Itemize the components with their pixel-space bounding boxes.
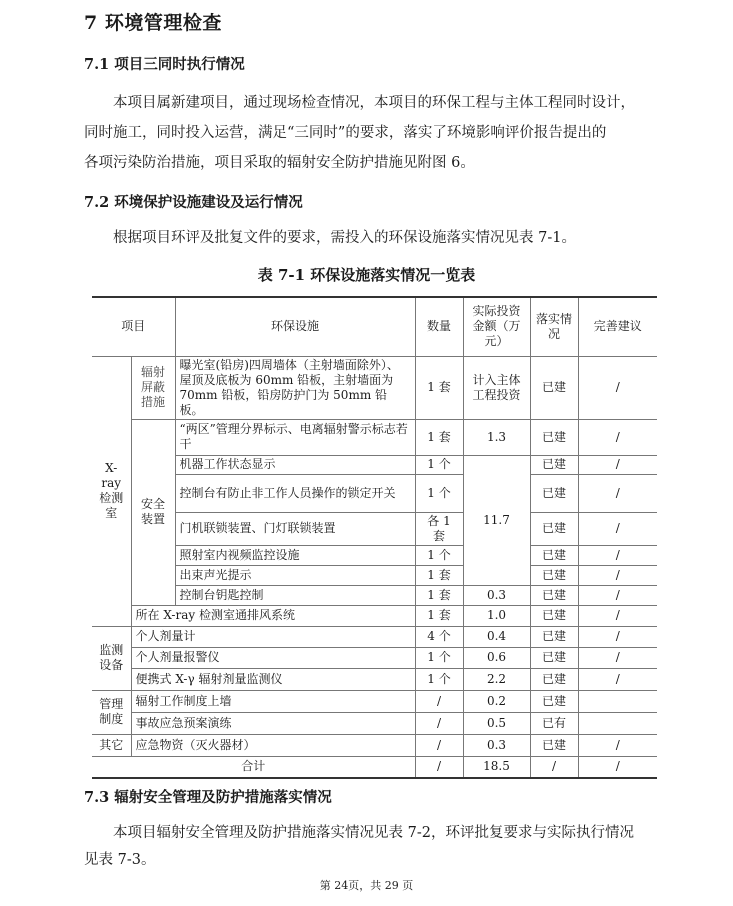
cell-advice: / xyxy=(578,512,657,545)
cell-advice: / xyxy=(578,585,657,605)
cell-qty: 1 个 xyxy=(415,647,463,668)
cell-invest: 11.7 xyxy=(463,455,530,585)
table-row xyxy=(92,626,657,647)
cell-status: 已建 xyxy=(530,605,578,626)
table-row xyxy=(92,419,657,455)
table-header-row xyxy=(92,297,657,356)
cell-qty: 各 1 套 xyxy=(415,512,463,545)
header-qty: 数量 xyxy=(415,297,463,356)
cell-status: 已建 xyxy=(530,545,578,565)
environmental-facilities-table xyxy=(92,296,657,779)
table-row xyxy=(92,605,657,626)
cell-advice: / xyxy=(578,668,657,690)
total-status: / xyxy=(530,756,578,778)
cell-invest: 0.6 xyxy=(463,647,530,668)
cell-facility: 控制台钥匙控制 xyxy=(175,585,415,605)
cell-status: 已建 xyxy=(530,455,578,474)
header-invest: 实际投资金额（万元） xyxy=(463,297,530,356)
cell-qty: 4 个 xyxy=(415,626,463,647)
section-7-1-paragraph xyxy=(84,88,664,178)
section-7-3-title: 7.3 辐射安全管理及防护措施落实情况 xyxy=(84,789,332,806)
total-invest: 18.5 xyxy=(463,756,530,778)
table-row xyxy=(92,455,657,474)
cell-invest: 0.3 xyxy=(463,585,530,605)
cell-qty: 1 套 xyxy=(415,419,463,455)
cell-qty: 1 个 xyxy=(415,668,463,690)
table-row xyxy=(92,585,657,605)
paragraph-line: 本项目属新建项目，通过现场检查情况，本项目的环保工程与主体工程同时设计， xyxy=(113,95,635,111)
header-facility: 环保设施 xyxy=(175,297,415,356)
cell-facility: 便携式 X-γ 辐射剂量监测仪 xyxy=(131,668,415,690)
cell-status: 已建 xyxy=(530,356,578,419)
cell-invest: 0.5 xyxy=(463,712,530,734)
cell-qty: 1 套 xyxy=(415,356,463,419)
header-item: 项目 xyxy=(92,297,175,356)
total-advice: / xyxy=(578,756,657,778)
table-row xyxy=(92,545,657,565)
cell-qty: 1 个 xyxy=(415,474,463,512)
table-row xyxy=(92,668,657,690)
cell-qty: / xyxy=(415,712,463,734)
section-7-2-title: 7.2 环境保护设施建设及运行情况 xyxy=(84,194,303,211)
cell-invest: 0.4 xyxy=(463,626,530,647)
group-shield: 辐射屏蔽措施 xyxy=(131,356,175,419)
cell-status: 已建 xyxy=(530,585,578,605)
cell-status: 已建 xyxy=(530,419,578,455)
cell-qty: / xyxy=(415,690,463,712)
cell-invest: 1.0 xyxy=(463,605,530,626)
cell-qty: 1 套 xyxy=(415,565,463,585)
cell-status: 已建 xyxy=(530,647,578,668)
cell-qty: / xyxy=(415,734,463,756)
cell-advice: / xyxy=(578,626,657,647)
cell-status: 已建 xyxy=(530,668,578,690)
cell-advice: / xyxy=(578,419,657,455)
cell-advice: / xyxy=(578,605,657,626)
group-xray: X-ray 检测室 xyxy=(92,356,131,626)
cell-advice: / xyxy=(578,545,657,565)
cell-facility: 曝光室(铅房)四周墙体（主射墙面除外）、屋顶及底板为 60mm 铅板，主射墙面为 70mm 铅板，铅房防护门为 50mm 铅板。 xyxy=(175,356,415,419)
cell-invest: 0.3 xyxy=(463,734,530,756)
total-qty: / xyxy=(415,756,463,778)
group-mgmt: 管理制度 xyxy=(92,690,131,734)
cell-invest: 0.2 xyxy=(463,690,530,712)
cell-advice xyxy=(578,690,657,712)
cell-advice: / xyxy=(578,474,657,512)
table-row xyxy=(92,565,657,585)
cell-advice: / xyxy=(578,356,657,419)
table-row xyxy=(92,712,657,734)
paragraph-line: 各项污染防治措施，项目采取的辐射安全防护措施见附图 6。 xyxy=(84,155,475,171)
cell-facility: 控制台有防止非工作人员操作的锁定开关 xyxy=(175,474,415,512)
table-row xyxy=(92,356,657,419)
total-label: 合计 xyxy=(92,756,415,778)
cell-advice: / xyxy=(578,647,657,668)
table-row xyxy=(92,647,657,668)
cell-advice xyxy=(578,712,657,734)
cell-advice: / xyxy=(578,565,657,585)
cell-advice: / xyxy=(578,734,657,756)
cell-facility: 个人剂量计 xyxy=(131,626,415,647)
table-caption: 表 7-1 环保设施落实情况一览表 xyxy=(257,266,476,284)
group-safety: 安全装置 xyxy=(131,419,175,605)
cell-facility: 应急物资（灭火器材） xyxy=(131,734,415,756)
paragraph-line: 本项目辐射安全管理及防护措施落实情况见表 7-2，环评批复要求与实际执行情况 xyxy=(113,825,634,841)
paragraph-line: 同时施工，同时投入运营，满足“三同时”的要求，落实了环境影响评价报告提出的 xyxy=(84,125,607,141)
page-footer: 第 24页，共 29 页 xyxy=(319,879,414,892)
cell-qty: 1 套 xyxy=(415,605,463,626)
header-advice: 完善建议 xyxy=(578,297,657,356)
cell-facility: 个人剂量报警仪 xyxy=(131,647,415,668)
table-row xyxy=(92,474,657,512)
cell-facility: “两区”管理分界标示、电离辐射警示标志若干 xyxy=(175,419,415,455)
cell-qty: 1 个 xyxy=(415,455,463,474)
cell-status: 已有 xyxy=(530,712,578,734)
cell-facility: 事故应急预案演练 xyxy=(131,712,415,734)
cell-qty: 1 套 xyxy=(415,585,463,605)
cell-invest: 1.3 xyxy=(463,419,530,455)
section-7-2-paragraph: 根据项目环评及批复文件的要求，需投入的环保设施落实情况见表 7-1。 xyxy=(113,230,576,246)
cell-status: 已建 xyxy=(530,626,578,647)
cell-invest: 计入主体工程投资 xyxy=(463,356,530,419)
header-status: 落实情况 xyxy=(530,297,578,356)
cell-status: 已建 xyxy=(530,734,578,756)
table-row xyxy=(92,734,657,756)
cell-status: 已建 xyxy=(530,512,578,545)
cell-facility: 所在 X-ray 检测室通排风系统 xyxy=(131,605,415,626)
group-monitor: 监测设备 xyxy=(92,626,131,690)
cell-invest: 2.2 xyxy=(463,668,530,690)
cell-facility: 照射室内视频监控设施 xyxy=(175,545,415,565)
cell-facility: 辐射工作制度上墙 xyxy=(131,690,415,712)
table-row xyxy=(92,512,657,545)
cell-facility: 门机联锁装置、门灯联锁装置 xyxy=(175,512,415,545)
section-7-3-paragraph xyxy=(84,818,664,875)
chapter-heading: 7 环境管理检查 xyxy=(84,12,222,34)
section-7-1-title: 7.1 项目三同时执行情况 xyxy=(84,56,245,73)
cell-qty: 1 个 xyxy=(415,545,463,565)
table-row xyxy=(92,690,657,712)
table-total-row xyxy=(92,756,657,778)
cell-status: 已建 xyxy=(530,690,578,712)
cell-status: 已建 xyxy=(530,565,578,585)
cell-advice: / xyxy=(578,455,657,474)
paragraph-line: 见表 7-3。 xyxy=(84,852,156,868)
cell-facility: 出束声光提示 xyxy=(175,565,415,585)
cell-facility: 机器工作状态显示 xyxy=(175,455,415,474)
cell-status: 已建 xyxy=(530,474,578,512)
group-other: 其它 xyxy=(92,734,131,756)
